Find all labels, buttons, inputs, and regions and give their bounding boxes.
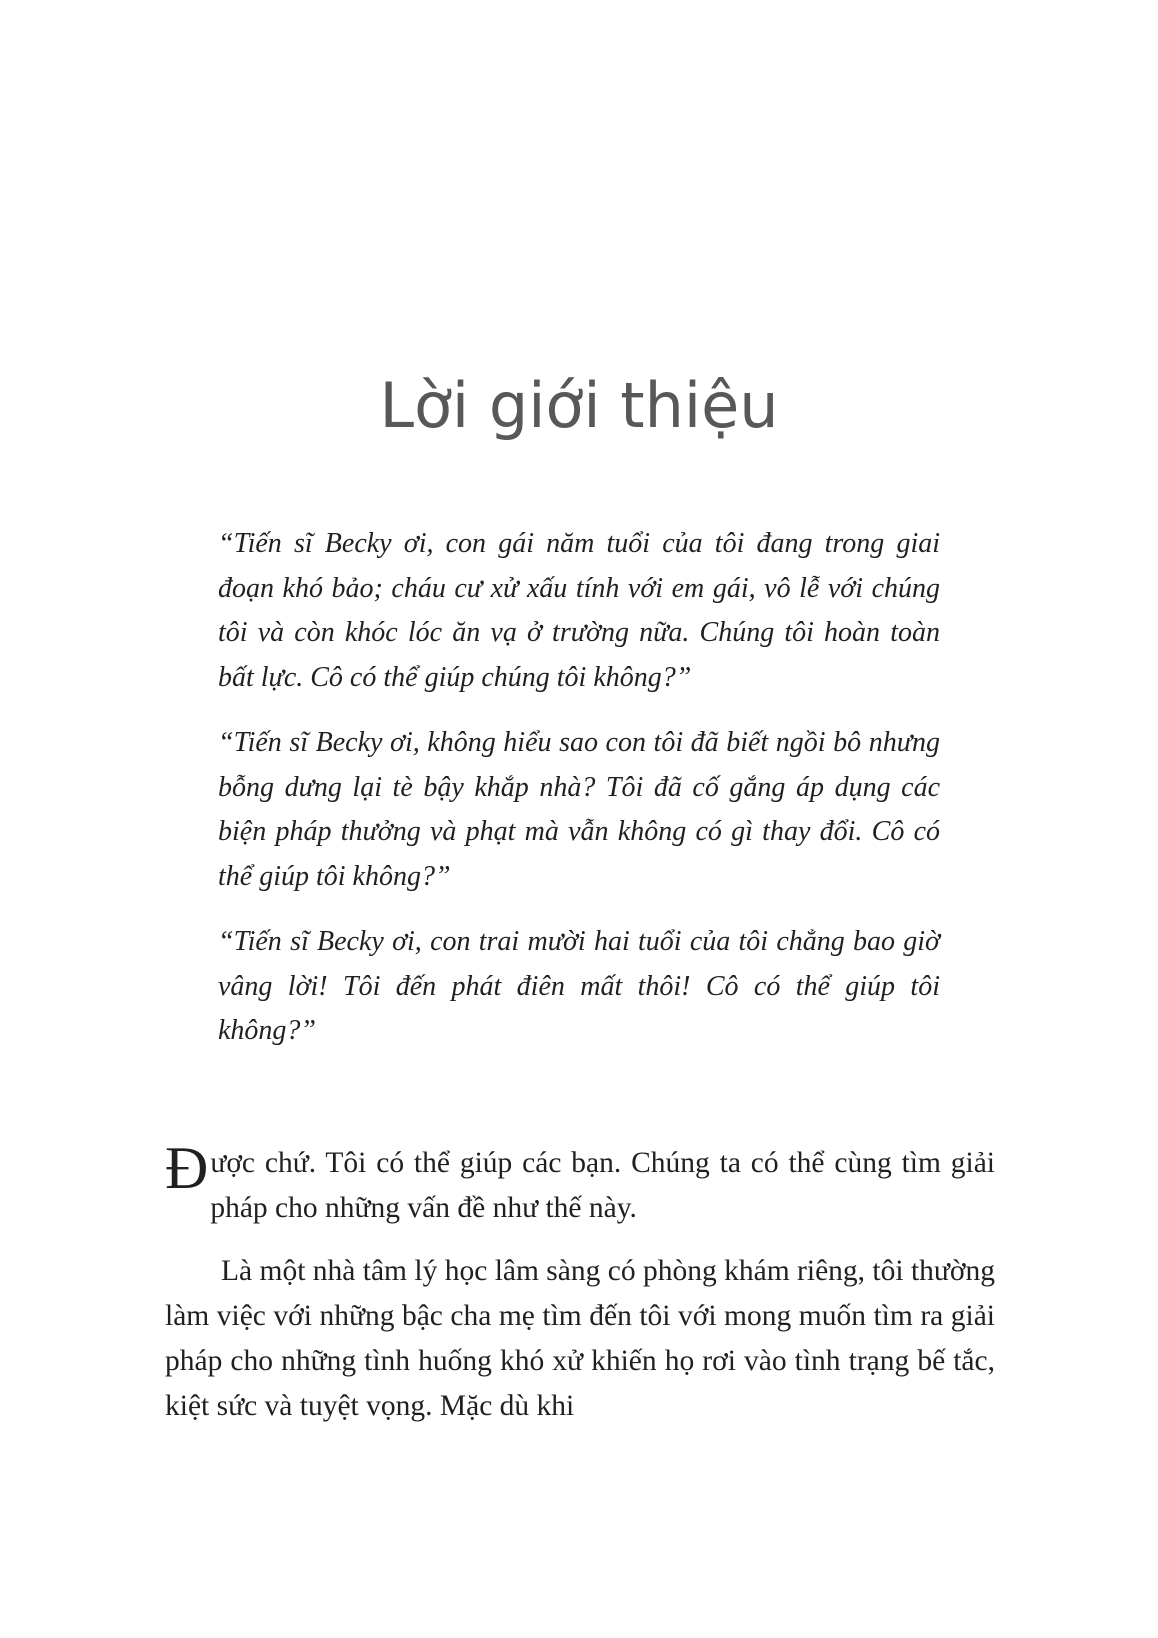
first-paragraph-text: ược chứ. Tôi có thể giúp các bạn. Chúng ta có thể cùng tìm giải pháp cho những vấn đề như thế này. bbox=[210, 1147, 995, 1224]
quote-2: “Tiến sĩ Becky ơi, không hiểu sao con tôi đã biết ngồi bô nhưng bỗng dưng lại tè bậy khắp nhà? Tôi đã cố gắng áp dụng các biện pháp thưởng và phạt mà vẫn không có gì thay đổi. Cô có thể giúp tôi không?” bbox=[218, 727, 940, 892]
quote-1: “Tiến sĩ Becky ơi, con gái năm tuổi của tôi đang trong giai đoạn khó bảo; cháu cư xử xấu tính với em gái, vô lễ với chúng tôi và còn khóc lóc ăn vạ ở trường nữa. Chúng tôi hoàn toàn bất lực. Cô có thể giúp chúng tôi không?” bbox=[218, 528, 940, 693]
body-text bbox=[165, 1135, 995, 1447]
chapter-title: Lời giới thiệu bbox=[379, 369, 779, 442]
drop-cap: Đ bbox=[165, 1135, 209, 1201]
parent-quotes bbox=[218, 522, 940, 1075]
second-paragraph: Là một nhà tâm lý học lâm sàng có phòng khám riêng, tôi thường làm việc với những bậc cha mẹ tìm đến tôi với mong muốn tìm ra giải pháp cho những tình huống khó xử khiến họ rơi vào tình trạng bế tắc, kiệt sức và tuyệt vọng. Mặc dù khi bbox=[165, 1255, 995, 1422]
quote-3: “Tiến sĩ Becky ơi, con trai mười hai tuổi của tôi chẳng bao giờ vâng lời! Tôi đến phát điên mất thôi! Cô có thể giúp tôi không?” bbox=[218, 926, 940, 1046]
first-paragraph bbox=[165, 1135, 995, 1231]
